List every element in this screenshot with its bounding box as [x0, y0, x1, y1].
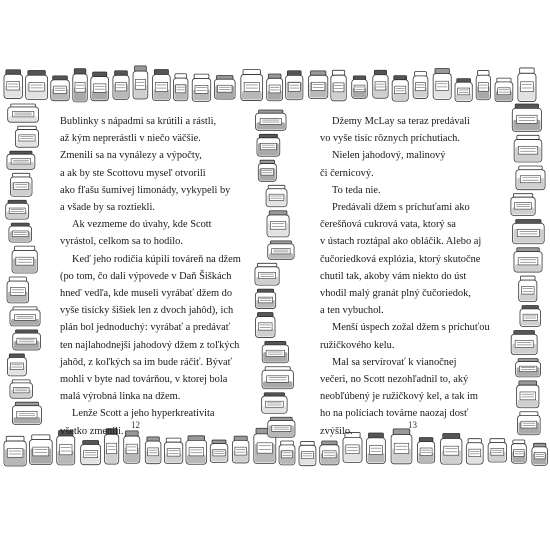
jam-jar-icon	[373, 70, 388, 98]
jam-jar-icon	[4, 436, 26, 466]
jam-jar-icon	[133, 66, 148, 99]
text-line: vyše tisícky šišiek len z dvoch jahôd), ich	[60, 305, 234, 317]
text-line: či černicový.	[320, 167, 374, 179]
jam-jar-icon	[512, 104, 541, 131]
jam-jar-icon	[91, 72, 109, 101]
text-line: ten najlahodnejší jahodový džem z toľkých	[60, 339, 240, 351]
jam-jar-icon	[262, 341, 288, 362]
jam-jar-icon	[511, 440, 526, 463]
jam-jar-icon	[268, 417, 295, 437]
jam-jar-icon	[26, 71, 48, 100]
jam-jar-icon	[173, 74, 187, 101]
jam-jar-icon	[518, 68, 536, 102]
text-line: chutil tak, akoby vám niekto do úst	[320, 270, 467, 282]
jam-jar-icon	[520, 306, 541, 327]
jam-jar-icon	[10, 173, 32, 196]
jam-jar-icon	[8, 104, 39, 122]
jam-jar-icon	[12, 402, 41, 424]
text-line: ako fľašu šumivej limonády, vykypeli by	[60, 184, 231, 196]
jam-jar-icon	[267, 211, 289, 237]
text-line: a všade by sa roztiekli.	[60, 202, 155, 214]
text-line: čučoriedková explózia, ktorý skutočne	[320, 253, 481, 265]
text-line: Nielen jahodový, malinový	[332, 150, 446, 162]
jam-jar-icon	[153, 70, 171, 101]
jam-jar-icon	[241, 70, 263, 101]
jam-jar-icon	[210, 440, 228, 462]
jam-jar-icon	[512, 220, 544, 244]
jam-jar-icon	[466, 439, 483, 464]
jam-jar-icon	[262, 393, 287, 413]
jam-jar-icon	[511, 194, 535, 216]
text-line: zvýšilo.	[320, 425, 353, 437]
text-line: Džemy McLay sa teraz predávali	[332, 116, 470, 127]
text-line: a ten vybuchol.	[320, 305, 384, 317]
text-line: (po tom, čo dali výpovede v Daň Šiškách	[60, 270, 232, 282]
jam-jar-icon	[286, 71, 303, 100]
jam-jar-icon	[279, 441, 295, 465]
jam-jar-icon	[511, 330, 537, 354]
text-line: Menší úspech zožal džem s príchuťou	[332, 322, 490, 334]
right-page-number: 13	[408, 420, 417, 430]
jam-jar-icon	[10, 307, 40, 326]
jam-jar-icon	[9, 223, 32, 242]
text-line: vhodil malý granát plný čučoriedok,	[320, 288, 471, 300]
text-line: Ak vezmeme do úvahy, kde Scott	[72, 219, 212, 231]
text-line: malá výrobná linka na džem.	[60, 391, 181, 403]
text-line: Lenže Scott a jeho hyperkreativita	[72, 408, 215, 420]
text-line: a ak by ste Scottovu myseľ otvorili	[60, 167, 206, 179]
jam-jar-icon	[488, 439, 506, 462]
text-line: ho na políciach továrne naozaj dosť	[320, 408, 469, 420]
jam-jar-icon	[299, 441, 316, 465]
jam-jar-icon	[186, 436, 207, 464]
jam-jar-icon	[51, 76, 69, 101]
jam-jar-icon	[309, 71, 328, 99]
left-page-number: 12	[131, 420, 140, 430]
jam-jar-icon	[192, 74, 210, 101]
jam-jar-icon	[7, 277, 29, 303]
text-line: To teda nie.	[332, 184, 381, 196]
text-line: večeri, no Scott nezohľadnil to, aký	[320, 374, 469, 386]
text-line: Predávali džem s príchuťami ako	[332, 202, 470, 214]
jam-jar-icon	[392, 76, 408, 102]
text-line: v ústach roztápal ako obláčik. Alebo aj	[320, 236, 482, 248]
jam-jar-icon	[113, 71, 129, 100]
text-line: Zmenili sa na vynálezy a výpočty,	[60, 150, 202, 162]
text-line: všetko zmenili.	[60, 425, 124, 437]
text-line: hneď vedľa, kde museli vyrábať džem do	[60, 288, 233, 300]
jam-jar-icon	[517, 381, 539, 408]
text-line: Mal sa servírovať k vianočnej	[332, 356, 457, 368]
jam-jar-icon	[514, 135, 542, 162]
jam-jar-icon	[413, 72, 428, 99]
left-page-text	[60, 113, 265, 440]
text-line: neobľúbený je ružičkový kel, a tak im	[320, 391, 479, 403]
text-line: čerešňová cukrová vata, ktorý sa	[320, 219, 456, 231]
jam-jar-icon	[455, 79, 472, 102]
jam-jar-icon	[262, 367, 293, 389]
text-line: Keď jeho rodičia kúpili továreň na džem	[72, 253, 241, 265]
text-line: plán bol jednoduchý: vyrábať a predávať	[60, 322, 231, 334]
jam-jar-icon	[532, 443, 548, 465]
jam-jar-icon	[232, 436, 249, 463]
jam-jar-icon	[4, 70, 22, 99]
right-page-text	[320, 113, 495, 440]
jam-jar-icon	[418, 438, 435, 463]
jam-jar-icon	[7, 151, 35, 169]
jam-jar-icon	[516, 166, 545, 190]
jam-jar-icon	[164, 438, 182, 464]
text-line: jahôd, z koľkých sa im bude ráčiť. Bývať	[60, 356, 233, 368]
jam-jar-icon	[6, 200, 29, 219]
jam-jar-icon	[514, 248, 542, 272]
jam-jar-icon	[331, 70, 346, 100]
jam-jar-icon	[13, 330, 41, 350]
jam-jar-icon	[267, 74, 283, 101]
jam-jar-icon	[81, 441, 101, 465]
jam-jar-icon	[476, 71, 490, 100]
jam-jar-icon	[268, 241, 294, 259]
jam-jar-icon	[73, 69, 87, 102]
jam-jar-icon	[15, 126, 38, 147]
jam-jar-icon	[352, 76, 368, 98]
jam-jar-icon	[516, 359, 541, 377]
jam-jar-icon	[7, 354, 26, 376]
jam-jar-icon	[495, 78, 513, 101]
jam-jar-icon	[10, 380, 32, 398]
text-line: vo vyše tisíc rôznych príchutiach.	[320, 133, 460, 145]
text-line: ružičkového kelu.	[320, 339, 395, 351]
text-line: mohli v byte nad továrňou, v ktorej bola	[60, 374, 228, 386]
text-line: vyrástol, celkom sa to hodilo.	[60, 236, 183, 248]
text-line: až kým neprerástli v niečo väčšie.	[60, 133, 201, 145]
jam-jar-icon	[519, 276, 537, 301]
jam-jar-icon	[29, 435, 52, 465]
text-line: Bublinky s nápadmi sa krútili a rástli,	[60, 116, 217, 127]
jam-jar-icon	[12, 246, 37, 273]
jam-jar-icon	[518, 412, 541, 435]
jam-jar-icon	[145, 437, 161, 464]
jam-jar-icon	[266, 185, 287, 206]
jam-jar-icon	[433, 68, 451, 99]
jam-jar-icon	[320, 441, 339, 465]
jam-jar-icon	[214, 75, 235, 99]
